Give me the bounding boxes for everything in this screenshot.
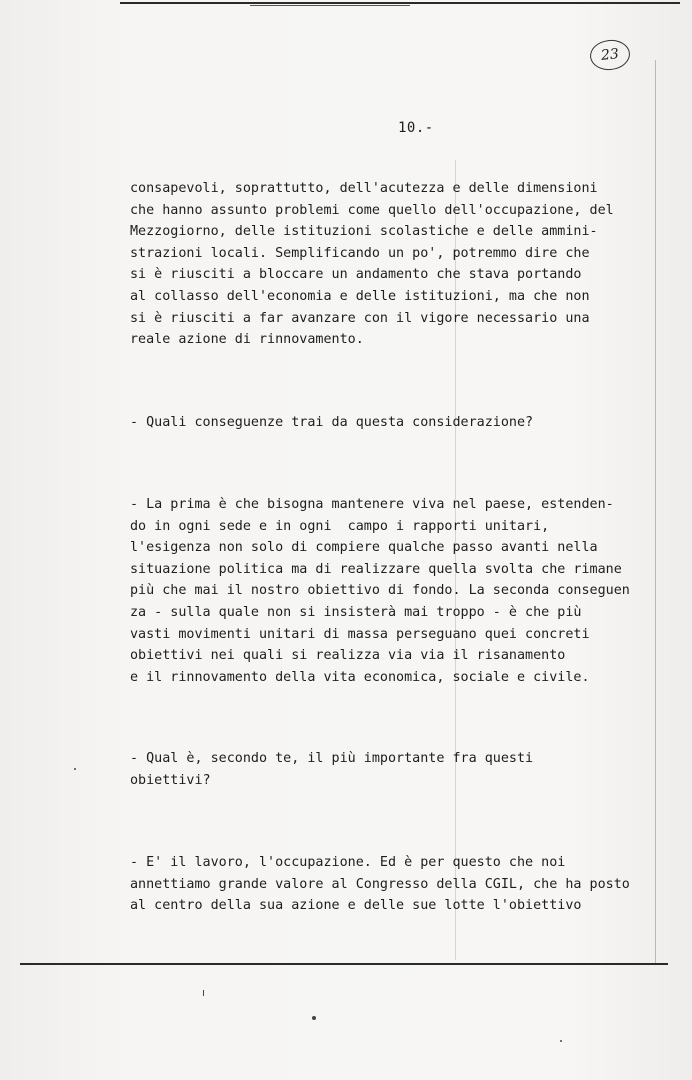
archive-page-stamp-number: 23 [600,46,620,64]
text-line: - Qual è, secondo te, il più importante fra questi [130,751,534,766]
bottom-border-line [20,963,668,965]
text-line: strazioni locali. Semplificando un po', potremmo dire che [130,245,590,261]
top-border-line-secondary [250,5,410,6]
text-line: reale azione di rinnovamento. [130,332,364,348]
text-line: do in ogni sede e in ogni campo i rapporti unitari, [130,518,550,534]
scan-speck [312,1016,316,1020]
archive-page-stamp [589,38,632,72]
scan-speck [74,768,76,770]
text-line: al collasso dell'economia e delle istituzioni, ma che non [130,288,590,304]
question-1 [130,412,533,434]
text-line: al centro della sua azione e delle sue lotte l'obiettivo [130,898,582,914]
paragraph-1 [130,178,614,351]
top-border-line [120,2,680,4]
question-2 [130,748,533,791]
text-line: che hanno assunto problemi come quello dell'occupazione, del [130,202,614,218]
text-line: - Quali conseguenze trai da questa considerazione? [130,415,534,430]
text-line: za - sulla quale non si insisterà mai troppo - è che più [130,604,582,620]
text-line: più che mai il nostro obiettivo di fondo. La seconda conseguen [130,583,630,599]
page-number: 10.- [398,120,434,136]
text-line: l'esigenza non solo di compiere qualche passo avanti nella [130,540,598,556]
answer-2 [130,852,630,917]
text-line: obiettivi nei quali si realizza via via il risanamento [130,648,566,664]
text-line: si è riusciti a far avanzare con il vigore necessario una [130,310,590,326]
text-line: e il rinnovamento della vita economica, sociale e civile. [130,669,590,685]
answer-1 [130,494,630,688]
scan-speck [560,1040,562,1042]
text-line: obiettivi? [130,772,211,788]
text-line: Mezzogiorno, delle istituzioni scolastiche e delle ammini- [130,224,598,240]
text-line: vasti movimenti unitari di massa perseguano quei concreti [130,626,590,642]
scan-speck [203,990,204,996]
text-line: annettiamo grande valore al Congresso della CGIL, che ha posto [130,876,630,892]
text-line: - E' il lavoro, l'occupazione. Ed è per questo che noi [130,855,566,870]
right-margin-line [655,60,656,965]
text-line: consapevoli, soprattutto, dell'acutezza e delle dimensioni [130,181,598,196]
text-line: - La prima è che bisogna mantenere viva nel paese, estenden- [130,497,614,512]
text-line: situazione politica ma di realizzare quella svolta che rimane [130,561,622,577]
text-line: si è riusciti a bloccare un andamento che stava portando [130,267,582,283]
